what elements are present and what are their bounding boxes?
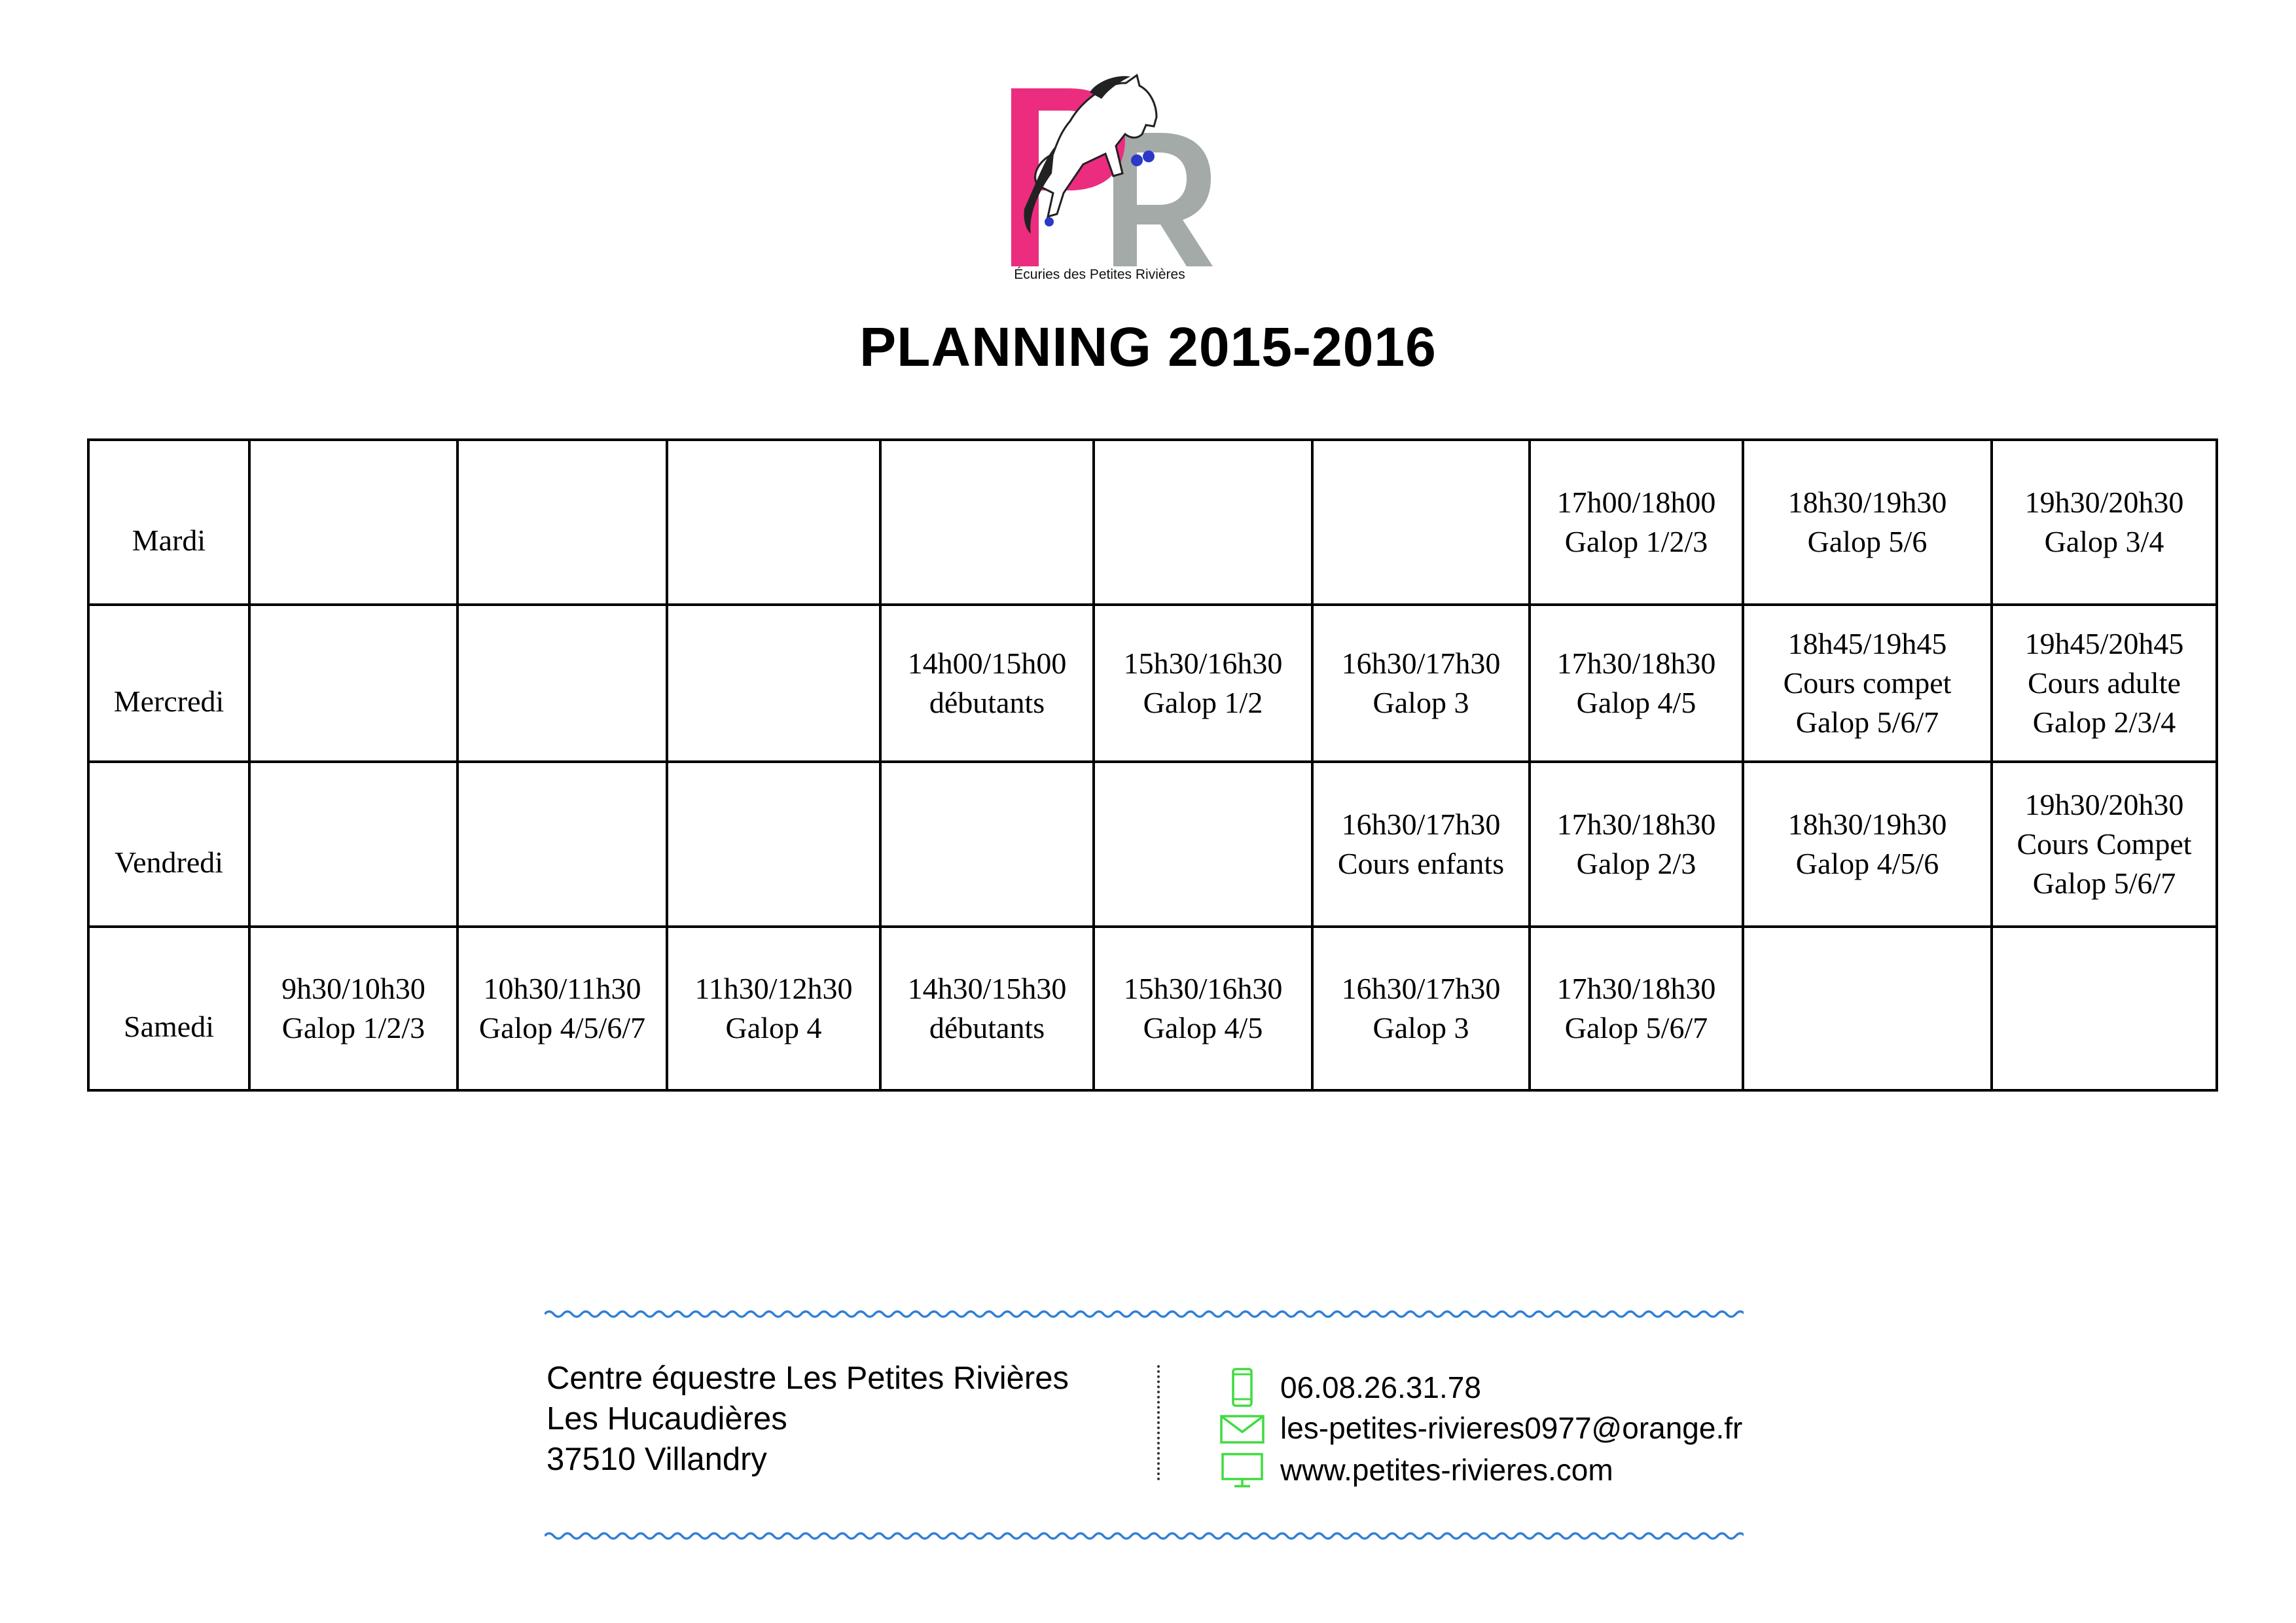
lesson-cell xyxy=(667,927,880,1090)
lesson-cell xyxy=(1094,927,1312,1090)
page-title: PLANNING 2015-2016 xyxy=(859,316,1437,378)
table-row xyxy=(88,440,2217,605)
lesson-cell xyxy=(1312,605,1530,762)
lesson-level: Cours compet xyxy=(1783,666,1952,700)
empty-cell xyxy=(457,605,667,762)
day-label: Samedi xyxy=(124,1010,214,1043)
lesson-cell xyxy=(1530,762,1743,927)
lesson-time: 16h30/17h30 xyxy=(1341,808,1501,841)
table-row xyxy=(88,927,2217,1090)
lesson-time: 19h30/20h30 xyxy=(2024,486,2184,519)
lesson-time: 17h30/18h30 xyxy=(1556,972,1716,1005)
empty-cell xyxy=(1743,927,1992,1090)
empty-cell xyxy=(667,440,880,605)
empty-cell xyxy=(667,605,880,762)
lesson-level: Galop 3 xyxy=(1372,686,1469,719)
lesson-level: Galop 1/2/3 xyxy=(1564,525,1708,558)
lesson-level: Galop 1/2 xyxy=(1143,686,1263,719)
lesson-cell xyxy=(1312,762,1530,927)
lesson-level: Galop 4/5/6 xyxy=(1795,847,1939,880)
lesson-level: Galop 5/6 xyxy=(1807,525,1928,558)
empty-cell xyxy=(457,762,667,927)
lesson-time: 18h30/19h30 xyxy=(1787,486,1947,519)
horse-logo-icon xyxy=(985,62,1221,291)
lesson-level: Cours Compet xyxy=(2017,827,2192,861)
day-cell xyxy=(88,605,249,762)
empty-cell xyxy=(457,440,667,605)
lesson-level: Galop 3/4 xyxy=(2044,525,2164,558)
contact-website xyxy=(1219,1449,1613,1491)
lesson-time: 19h45/20h45 xyxy=(2024,627,2184,660)
phone-icon xyxy=(1219,1368,1266,1407)
lesson-cell xyxy=(1530,927,1743,1090)
lesson-level: Cours enfants xyxy=(1337,847,1505,880)
lesson-time: 14h00/15h00 xyxy=(907,647,1067,680)
empty-cell xyxy=(880,762,1094,927)
address-line-1: Centre équestre Les Petites Rivières xyxy=(547,1361,1069,1396)
empty-cell xyxy=(249,605,457,762)
table-row xyxy=(88,605,2217,762)
empty-cell xyxy=(667,762,880,927)
lesson-time: 16h30/17h30 xyxy=(1341,972,1501,1005)
empty-cell xyxy=(1094,762,1312,927)
lesson-time: 11h30/12h30 xyxy=(694,972,853,1005)
lesson-cell xyxy=(1530,605,1743,762)
lesson-cell xyxy=(1992,762,2217,927)
lesson-level: Cours adulte xyxy=(2028,666,2181,700)
empty-cell xyxy=(249,440,457,605)
website-link[interactable]: www.petites-rivieres.com xyxy=(1280,1453,1613,1487)
day-label: Mardi xyxy=(132,524,206,557)
lesson-level: Galop 2/3 xyxy=(1576,847,1696,880)
address-line-2: Les Hucaudières xyxy=(547,1401,787,1436)
lesson-cell xyxy=(1743,762,1992,927)
lesson-time: 18h30/19h30 xyxy=(1787,808,1947,841)
lesson-level: Galop 4/5/6/7 xyxy=(478,1011,646,1044)
lesson-cell xyxy=(1992,605,2217,762)
monitor-icon xyxy=(1219,1450,1266,1489)
address-line-3: 37510 Villandry xyxy=(547,1442,767,1477)
empty-cell xyxy=(1312,440,1530,605)
lesson-cell xyxy=(457,927,667,1090)
day-cell xyxy=(88,927,249,1090)
lesson-time: 9h30/10h30 xyxy=(281,972,425,1005)
lesson-level: débutants xyxy=(929,1011,1045,1044)
address-block xyxy=(547,1358,1069,1480)
lesson-cell xyxy=(249,927,457,1090)
lesson-time: 18h45/19h45 xyxy=(1787,627,1947,660)
day-cell xyxy=(88,762,249,927)
lesson-level: Galop 4/5 xyxy=(1143,1011,1263,1044)
empty-cell xyxy=(1992,927,2217,1090)
lesson-cell xyxy=(1992,440,2217,605)
lesson-cell xyxy=(880,927,1094,1090)
wave-divider-bottom xyxy=(545,1528,1744,1544)
lesson-time: 10h30/11h30 xyxy=(483,972,641,1005)
lesson-time: 17h30/18h30 xyxy=(1556,808,1716,841)
empty-cell xyxy=(880,440,1094,605)
lesson-time: 19h30/20h30 xyxy=(2024,788,2184,821)
lesson-time: 14h30/15h30 xyxy=(907,972,1067,1005)
lesson-cell xyxy=(880,605,1094,762)
lesson-level: Galop 5/6/7 xyxy=(1795,705,1939,739)
lesson-cell xyxy=(1530,440,1743,605)
lesson-cell xyxy=(1312,927,1530,1090)
lesson-cell xyxy=(1743,440,1992,605)
schedule-table xyxy=(87,438,2218,1092)
lesson-time: 17h00/18h00 xyxy=(1556,486,1716,519)
lesson-time: 16h30/17h30 xyxy=(1341,647,1501,680)
lesson-time: 17h30/18h30 xyxy=(1556,647,1716,680)
table-row xyxy=(88,762,2217,927)
contact-phone xyxy=(1219,1366,1481,1408)
lesson-cell xyxy=(1743,605,1992,762)
lesson-level: Galop 1/2/3 xyxy=(281,1011,425,1044)
contact-email xyxy=(1219,1407,1742,1449)
phone-number: 06.08.26.31.78 xyxy=(1280,1370,1481,1404)
day-label: Mercredi xyxy=(113,685,224,718)
lesson-level: Galop 5/6/7 xyxy=(2032,866,2176,900)
lesson-level: Galop 3 xyxy=(1372,1011,1469,1044)
lesson-time: 15h30/16h30 xyxy=(1123,972,1283,1005)
email-link[interactable]: les-petites-rivieres0977@orange.fr xyxy=(1280,1411,1743,1445)
logo-caption: Écuries des Petites Rivières xyxy=(1014,267,1185,282)
lesson-level: Galop 4 xyxy=(725,1011,822,1044)
wave-divider-top xyxy=(545,1306,1744,1322)
lesson-level: Galop 2/3/4 xyxy=(2032,705,2176,739)
lesson-level: débutants xyxy=(929,686,1045,719)
empty-cell xyxy=(1094,440,1312,605)
footer-divider xyxy=(1157,1365,1160,1480)
day-cell xyxy=(88,440,249,605)
lesson-cell xyxy=(1094,605,1312,762)
lesson-time: 15h30/16h30 xyxy=(1123,647,1283,680)
lesson-level: Galop 4/5 xyxy=(1576,686,1696,719)
empty-cell xyxy=(249,762,457,927)
lesson-level: Galop 5/6/7 xyxy=(1564,1011,1708,1044)
mail-icon xyxy=(1219,1408,1266,1448)
day-label: Vendredi xyxy=(114,846,224,879)
logo xyxy=(985,62,1221,291)
